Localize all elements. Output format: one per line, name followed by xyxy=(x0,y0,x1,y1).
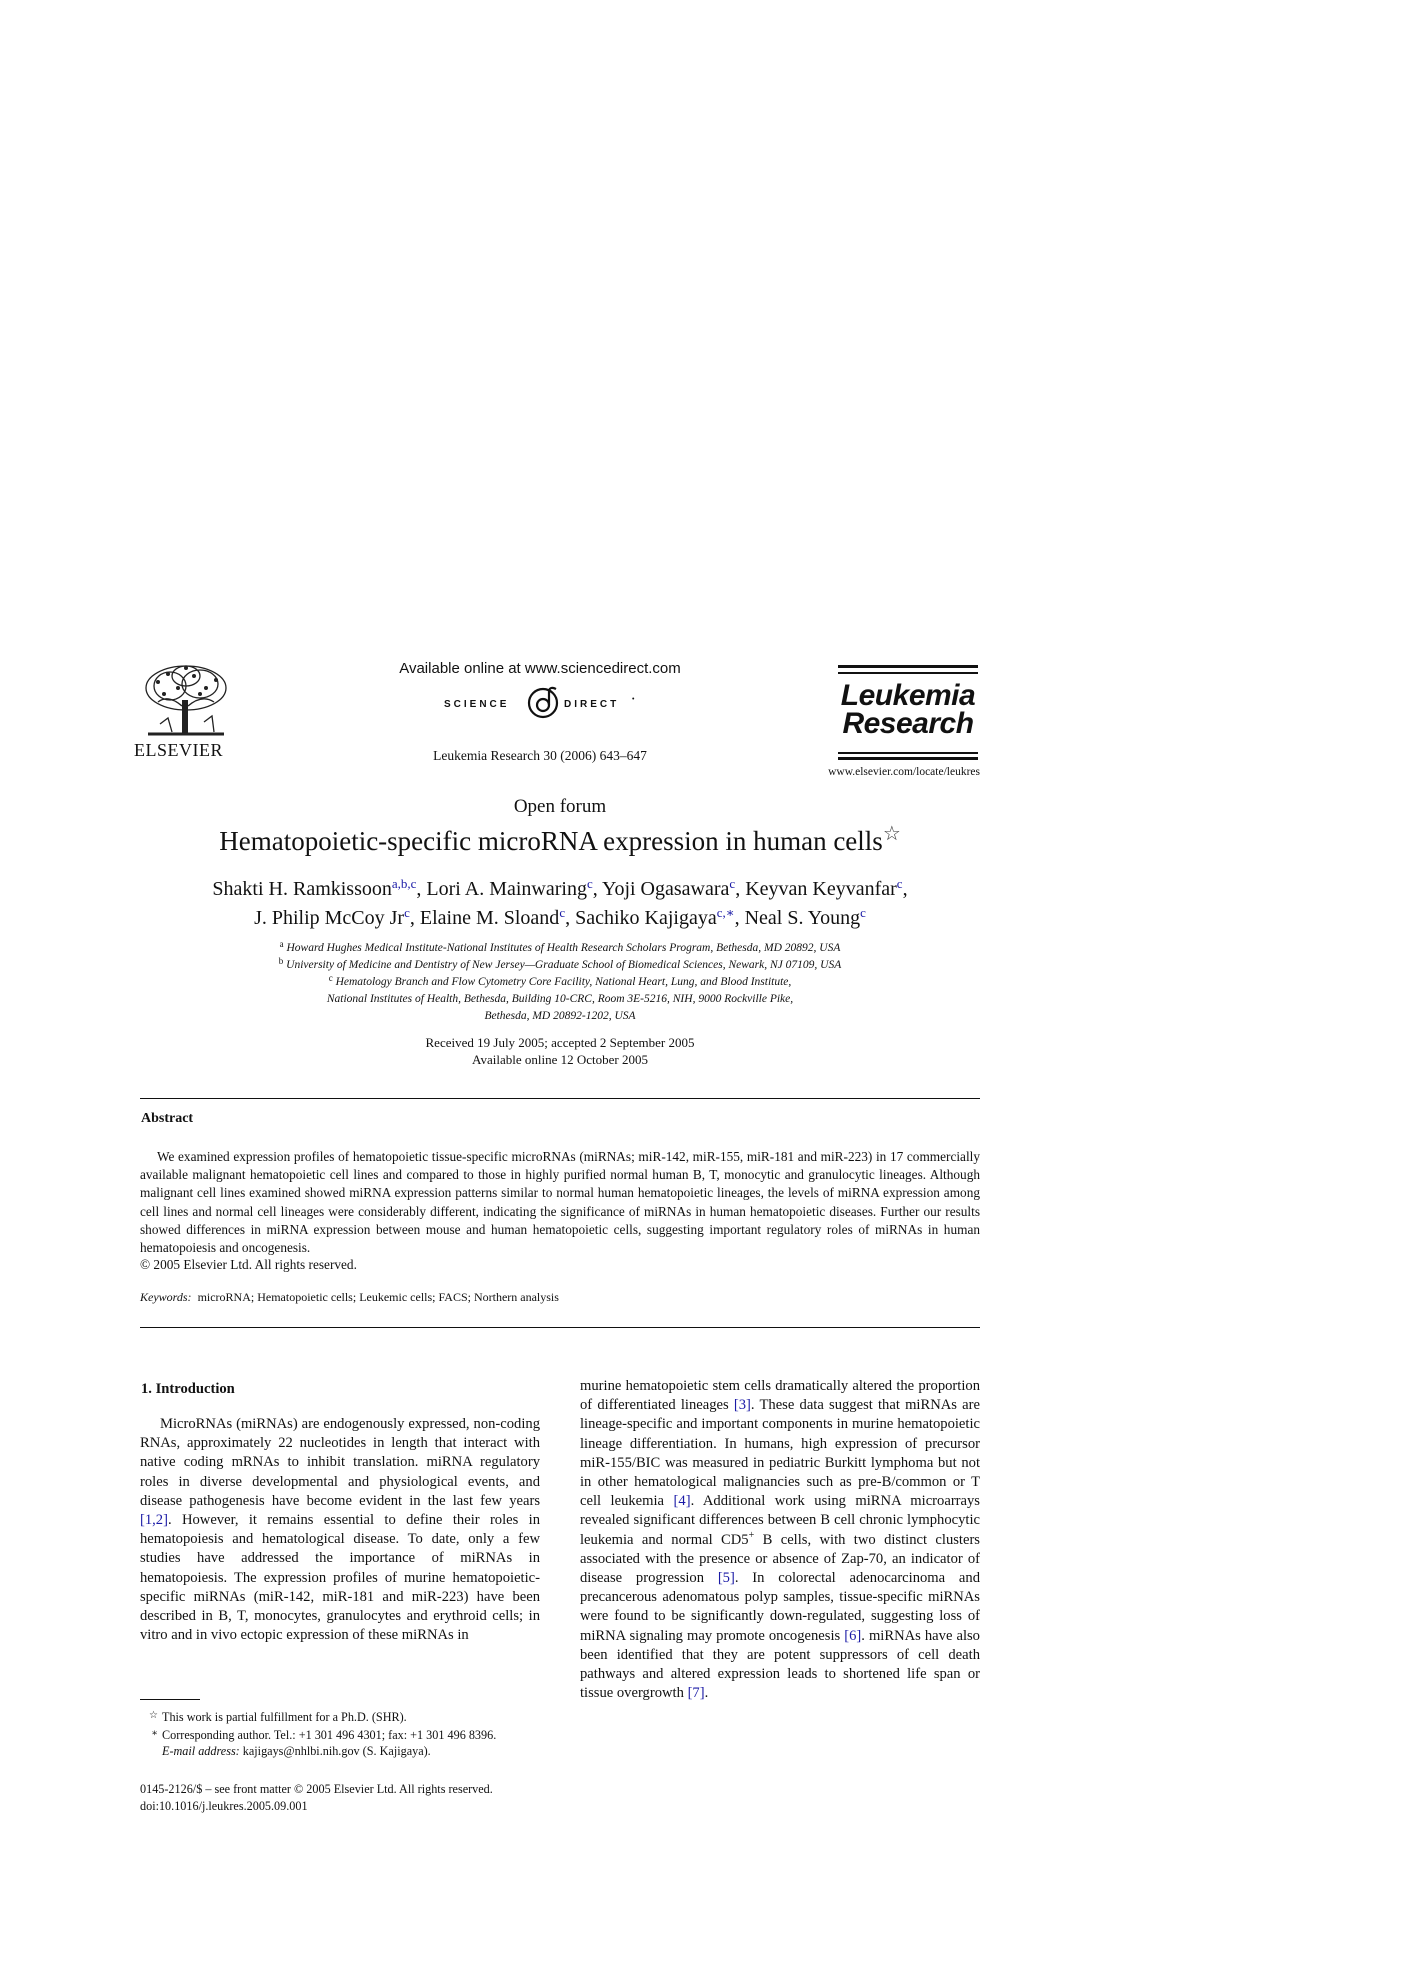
author-affiliation-mark[interactable]: c xyxy=(896,876,903,891)
front-matter xyxy=(140,1781,560,1814)
divider xyxy=(140,1327,980,1328)
article-title-text: Hematopoietic-specific microRNA expression in human cells xyxy=(219,826,883,856)
divider xyxy=(140,1098,980,1099)
author-name: J. Philip McCoy Jr xyxy=(254,907,405,929)
author-affiliation-mark[interactable]: c,∗ xyxy=(716,905,735,920)
abstract-text: We examined expression profiles of hematopoietic tissue-specific microRNAs (miRNAs; miR-142, miR-155, miR-181 and miR-223) in 17 commercially available malignant hematopoietic cell lines and compared to those in highly purified normal human B, T, monocytic and granulocytic lineages. Although malignant cell lines examined showed miRNA expression patterns similar to normal human hematopoietic lineages, the levels of miRNA expression among cell lines and normal cell lineages were considerably different, indicating the significance of miRNAs in human hematopoietic diseases. Further our results showed differences in miRNA expression between mouse and human hematopoietic cells, suggesting important regulatory roles of miRNAs in human hematopoiesis and oncogenesis. xyxy=(140,1149,980,1256)
citation-link[interactable]: [5] xyxy=(717,1570,735,1587)
elsevier-wordmark: ELSEVIER xyxy=(134,740,223,760)
affiliation-list xyxy=(150,940,970,1025)
abstract-heading: Abstract xyxy=(141,1111,194,1126)
available-date: Available online 12 October 2005 xyxy=(472,1052,648,1067)
affiliation-item: $^a$ Howard Hughes Medical Institute-National Institutes of Health Research Scholars Program, Bethesda, MD 20892, USA xyxy=(279,939,841,954)
section-heading-introduction: 1. Introduction xyxy=(141,1381,235,1397)
citation-link[interactable]: [7] xyxy=(687,1685,705,1702)
available-online-notice: Available online at www.sciencedirect.com xyxy=(399,660,681,677)
corresponding-email[interactable]: kajigays@nhlbi.nih.gov (S. Kajigaya). xyxy=(242,1744,431,1758)
author-affiliation-mark[interactable]: c xyxy=(729,876,736,891)
front-matter-line: 0145-2126/$ – see front matter © 2005 Elsevier Ltd. All rights reserved. xyxy=(140,1782,493,1796)
sciencedirect-left-word: SCIENCE xyxy=(444,699,510,710)
article-dates xyxy=(360,1034,760,1068)
author-affiliation-mark[interactable]: a,b,c xyxy=(391,876,417,891)
sciencedirect-right-word: DIRECT xyxy=(564,699,620,710)
citation-link[interactable]: [1,2] xyxy=(140,1512,168,1529)
author-name: Yoji Ogasawara xyxy=(602,878,730,900)
journal-citation: Leukemia Research 30 (2006) 643–647 xyxy=(433,748,647,763)
footnote-item: ∗ Corresponding author. Tel.: +1 301 496 4301; fax: +1 301 496 8396. xyxy=(151,1727,497,1742)
author-name: Sachiko Kajigaya xyxy=(575,907,717,929)
footnote-rule xyxy=(140,1699,200,1700)
keywords xyxy=(140,1290,559,1305)
citation-link[interactable]: [3] xyxy=(733,1397,751,1414)
journal-logo-rule xyxy=(838,752,978,754)
author-affiliation-mark[interactable]: c xyxy=(860,905,866,920)
section-label: Open forum xyxy=(513,796,607,817)
svg-text:•: • xyxy=(632,696,635,703)
abstract-copyright: © 2005 Elsevier Ltd. All rights reserved. xyxy=(140,1257,357,1272)
author-name: Elaine M. Sloand xyxy=(419,907,560,929)
journal-url[interactable]: www.elsevier.com/locate/leukres xyxy=(828,766,980,778)
author-name: Neal S. Young xyxy=(744,907,861,929)
author-name: Keyvan Keyvanfar xyxy=(745,878,897,900)
footnote-item: E-mail address: kajigays@nhlbi.nih.gov (S. Kajigaya). xyxy=(162,1744,431,1758)
affiliation-item: National Institutes of Health, Bethesda, Building 10-CRC, Room 3E-5216, NIH, 9000 Rockville Pike, xyxy=(326,993,794,1005)
journal-logo-rule xyxy=(838,757,978,760)
title-footnote-mark[interactable]: ☆ xyxy=(882,823,901,845)
author-affiliation-mark[interactable]: c xyxy=(586,876,593,891)
journal-logo-line2: Research xyxy=(842,707,974,740)
affiliation-item: $^b$ University of Medicine and Dentistry of New Jersey—Graduate School of Biomedical Sciences, Newark, NJ 07109, USA xyxy=(278,956,842,971)
received-date: Received 19 July 2005; accepted 2 September 2005 xyxy=(425,1035,695,1050)
article-title xyxy=(150,823,970,857)
affiliation-item: $^c$ Hematology Branch and Flow Cytometry Core Facility, National Heart, Lung, and Blood Institute, xyxy=(328,973,792,988)
affiliation-item: Bethesda, MD 20892-1202, USA xyxy=(484,1010,636,1022)
journal-logo-line1: Leukemia xyxy=(840,679,976,712)
doi[interactable]: doi:10.1016/j.leukres.2005.09.001 xyxy=(140,1798,308,1813)
journal-logo xyxy=(838,679,978,740)
author-name: Shakti H. Ramkissoon xyxy=(212,878,392,900)
body-column-right: murine hematopoietic stem cells dramatically altered the proportion of differentiated lineages [3]. These data suggest that miRNAs are lineage-specific and important components in murine hematopoietic lineage differentiation. In humans, high expression of precursor miR-155/BIC was measured in pediatric Burkitt lymphoma but not in other hematological malignancies such as pre-B/common or T cell leukemia [4]. Additional work using miRNA microarrays revealed significant differences between B cell chronic lymphocytic leukemia and normal CD5+ B cells, with two distinct clusters associated with the presence or absence of Zap-70, an indicator of disease progression [5]. In colorectal adenocarcinoma and precancerous adenomatous polyp samples, tissue-specific miRNAs were found to be significantly down-regulated, suggesting loss of miRNA signaling may promote oncogenesis [6]. miRNAs have also been identified that they are potent suppressors of cell death pathways and altered expression leads to shortened life span or tissue overgrowth [7]. xyxy=(580,1378,980,1702)
author-affiliation-mark[interactable]: c xyxy=(559,905,566,920)
citation-link[interactable]: [4] xyxy=(673,1493,691,1510)
footnote-item: ☆ This work is partial fulfillment for a Ph.D. (SHR). xyxy=(149,1710,407,1724)
footnotes xyxy=(140,1708,560,1760)
citation-link[interactable]: [6] xyxy=(844,1627,862,1644)
author-affiliation-mark[interactable]: c xyxy=(404,905,410,920)
author-list: Shakti H. Ramkissoon$^{a,b,c}$, Lori A. Mainwaring$^c$, Yoji Ogasawara$^c$, Keyvan Keyvanfar$^c$, J. Philip McCoy Jr$^c$, Elaine M. Sloand$^c$, Sachiko Kajigaya$^{c,∗}$, Neal S. Young$^c$ xyxy=(212,876,908,929)
journal-logo-rule xyxy=(838,672,978,674)
author-name: Lori A. Mainwaring xyxy=(426,878,587,900)
journal-logo-rule xyxy=(838,665,978,668)
sciencedirect-logo xyxy=(440,683,650,721)
keywords-list: microRNA; Hematopoietic cells; Leukemic cells; FACS; Northern analysis xyxy=(197,1290,559,1304)
keywords-label: Keywords: xyxy=(140,1290,192,1304)
body-column-left: MicroRNAs (miRNAs) are endogenously expressed, non-coding RNAs, approximately 22 nucleotides in length that interact with native coding mRNAs to inhibit translation. miRNA regulatory roles in diverse developmental and physiological events, and disease pathogenesis have become evident in the last few years [1,2]. However, it remains essential to define their roles in hematopoiesis and hematological disease. To date, only a few studies have addressed the importance of miRNAs in hematopoiesis. The expression profiles of murine hematopoietic-specific miRNAs (miR-142, miR-181 and miR-223) have been described in B, T, monocytes, granulocytes and erythroid cells; in vitro and in vivo ectopic expression of these miRNAs in xyxy=(140,1416,540,1644)
elsevier-tree-logo xyxy=(138,662,234,740)
